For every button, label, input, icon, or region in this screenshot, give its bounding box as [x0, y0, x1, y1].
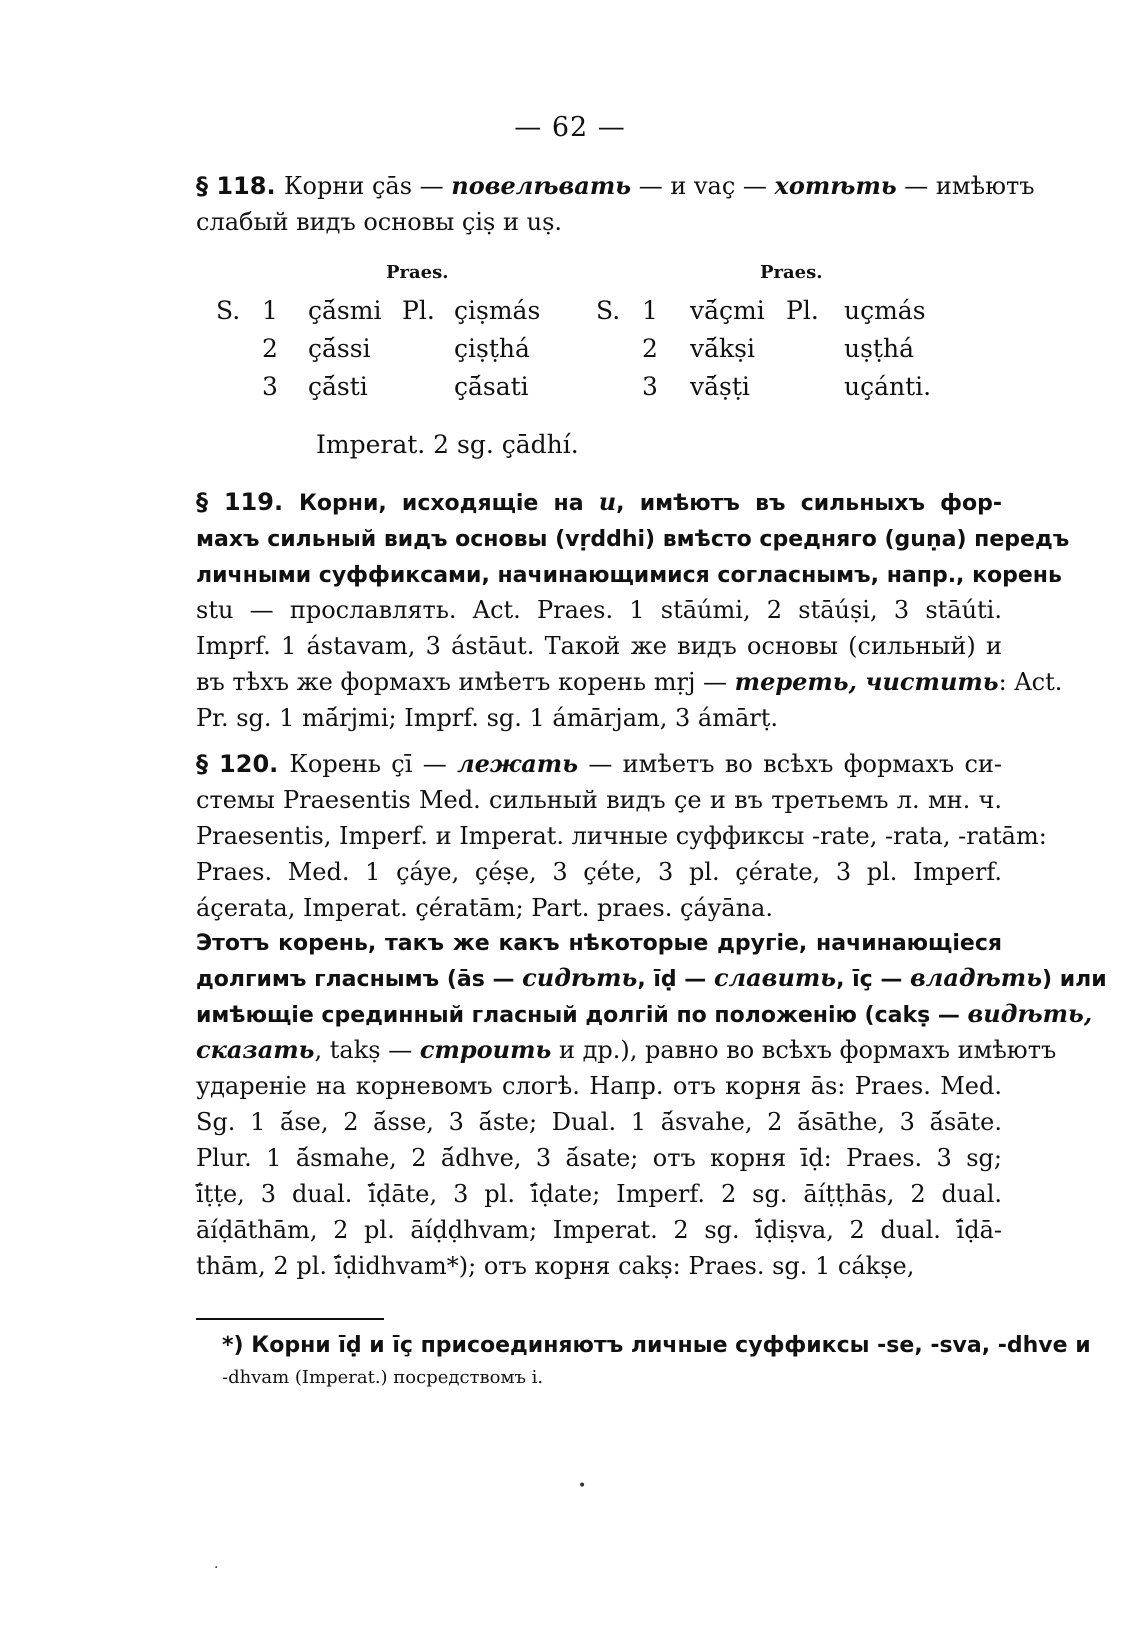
text-line	[196, 1140, 1002, 1176]
section-mark: § 120.	[196, 750, 290, 778]
text-segment: — имѣютъ	[896, 172, 1035, 200]
text-line	[196, 854, 1002, 890]
table-right-num: 2	[642, 334, 658, 363]
text-line	[196, 818, 1047, 854]
text-segment: Praesentis, Imperf. и Imperat. личные суффиксы -rate, -rata, -ratām:	[196, 822, 1047, 850]
italic-gloss: u	[598, 487, 617, 516]
table-left-pl-form: çā́sati	[454, 372, 529, 401]
text-line	[196, 1212, 1002, 1248]
table-right-pl-form: uçánti.	[844, 372, 932, 401]
italic-gloss: сидѣть	[522, 963, 638, 992]
table-left-pl-label: Pl.	[402, 296, 435, 325]
section-mark: § 119.	[196, 488, 299, 516]
text-segment: áçerata, Imperat. çératām; Part. praes. çáyāna.	[196, 894, 773, 922]
text-line	[196, 520, 1070, 556]
text-line	[196, 746, 1002, 782]
table-left-num: 3	[262, 372, 278, 401]
text-line	[196, 556, 1062, 592]
text-line	[196, 204, 1002, 240]
text-line	[196, 924, 1002, 960]
footnote	[222, 1330, 1091, 1394]
italic-gloss: строить	[419, 1035, 552, 1064]
table-right-pl-form: uçmás	[844, 296, 926, 325]
text-segment: , īḍ —	[637, 967, 714, 992]
table-left-heading: Praes.	[386, 262, 449, 283]
table-right-pl-form: uṣṭhá	[844, 334, 914, 363]
section-120	[196, 746, 1047, 926]
text-line	[196, 1068, 1002, 1104]
table-left-sg-label: S.	[216, 296, 241, 325]
table-right-num: 1	[642, 296, 658, 325]
text-segment: слабый видъ основы çiṣ и uṣ.	[196, 208, 563, 236]
text-segment: ) или	[1042, 967, 1107, 992]
text-segment: *) Корни īḍ и īç присоединяютъ личные суффиксы -se, -sva, -dhve и	[222, 1333, 1091, 1358]
table-left-pl-form: çiṣmás	[454, 296, 541, 325]
table-left-sg-form: çā́smi	[308, 296, 382, 325]
text-segment: имѣющіе срединный гласный долгій по положенію (cakṣ —	[196, 1003, 968, 1028]
imperative-line: Imperat. 2 sg. çādhí.	[316, 430, 579, 459]
text-segment: махъ сильный видъ основы (vṛddhi) вмѣсто средняго (guṇa) передъ	[196, 527, 1070, 552]
table-right-sg-form: vā́çmi	[690, 296, 765, 325]
text-segment: , имѣютъ въ сильныхъ фор-	[616, 491, 1002, 516]
print-speck: ·	[214, 1560, 219, 1576]
text-segment: Корни, исходящіе на	[298, 491, 599, 516]
italic-gloss: сказать	[196, 1035, 315, 1064]
italic-gloss: хотѣть	[774, 171, 897, 200]
italic-gloss: тереть, чистить	[734, 667, 999, 696]
page-number: — 62 —	[514, 112, 626, 143]
italic-gloss: лежать	[457, 749, 579, 778]
text-segment: — и vaç —	[631, 172, 775, 200]
text-line	[196, 592, 1002, 628]
table-right-sg-label: S.	[596, 296, 621, 325]
table-right-pl-label: Pl.	[786, 296, 819, 325]
text-line	[196, 996, 1093, 1032]
text-segment: личными суффиксами, начинающимися согласнымъ, напр., корень	[196, 563, 1062, 588]
text-line	[196, 782, 1002, 818]
text-segment: Корень çī —	[289, 750, 458, 778]
section-mark: § 118.	[196, 172, 284, 200]
text-segment: Корни çās —	[283, 172, 452, 200]
table-right-sg-form: vā́kṣi	[690, 334, 756, 363]
text-segment: — имѣетъ во всѣхъ формахъ си-	[578, 750, 1002, 778]
text-line	[196, 1032, 1057, 1068]
text-line	[196, 960, 1107, 996]
table-left-pl-form: çiṣṭhá	[454, 334, 530, 363]
text-segment: удареніе на корневомъ слогѣ. Напр. отъ корня ās: Praes. Med.	[196, 1072, 1002, 1100]
text-line	[196, 700, 1002, 736]
print-speck: •	[578, 1478, 587, 1494]
text-segment: Pr. sg. 1 mā́rjmi; Imprf. sg. 1 ámārjam, 3 ámārṭ.	[196, 704, 779, 732]
footnote-divider	[196, 1318, 384, 1320]
text-line	[196, 1104, 1002, 1140]
text-line	[196, 168, 1035, 204]
text-line	[196, 1248, 1002, 1284]
text-segment: thām, 2 pl. ī́ḍidhvam*); отъ корня cakṣ: Praes. sg. 1 cákṣe,	[196, 1252, 915, 1280]
text-line	[222, 1362, 1012, 1394]
text-segment: , īç —	[836, 967, 911, 992]
text-segment: āíḍāthām, 2 pl. āíḍḍhvam; Imperat. 2 sg. ī́ḍiṣva, 2 dual. ī́ḍā-	[196, 1216, 1002, 1244]
section-119	[196, 484, 1070, 736]
text-segment: стемы Praesentis Med. сильный видъ çe и въ третьемъ л. мн. ч.	[196, 786, 1002, 814]
text-segment: въ тѣхъ же формахъ имѣетъ корень mṛj —	[196, 668, 735, 696]
text-segment: Plur. 1 ā́smahe, 2 ā́dhve, 3 ā́sate; отъ корня īḍ: Praes. 3 sg;	[196, 1144, 1002, 1172]
text-segment: и др.), равно во всѣхъ формахъ имѣютъ	[551, 1036, 1057, 1064]
text-segment: долгимъ гласнымъ (ās —	[196, 967, 523, 992]
table-right-sg-form: vā́ṣṭi	[690, 372, 750, 401]
italic-gloss: владѣть	[910, 963, 1043, 992]
text-segment: Praes. Med. 1 çáye, çéṣe, 3 çéte, 3 pl. çérate, 3 pl. Imperf.	[196, 858, 1002, 886]
text-segment: , takṣ —	[314, 1036, 420, 1064]
text-line	[222, 1330, 1091, 1362]
table-left-num: 1	[262, 296, 278, 325]
text-segment: stu — прославлять. Act. Praes. 1 stāúmi, 2 stāúṣi, 3 stāúti.	[196, 596, 1002, 624]
text-segment: : Act.	[998, 668, 1063, 696]
table-right-heading: Praes.	[760, 262, 823, 283]
table-left-sg-form: çā́ssi	[308, 334, 371, 363]
table-left-sg-form: çā́sti	[308, 372, 368, 401]
text-line	[196, 664, 1063, 700]
text-segment: Imprf. 1 ástavam, 3 ástāut. Такой же видъ основы (сильный) и	[196, 632, 1002, 660]
text-segment: ī́ṭṭe, 3 dual. ī́ḍāte, 3 pl. ī́ḍate; Imperf. 2 sg. āíṭṭhās, 2 dual.	[196, 1180, 1002, 1208]
text-line	[196, 484, 1002, 520]
section-118	[196, 168, 1035, 240]
italic-gloss: видѣть,	[967, 999, 1093, 1028]
table-right-num: 3	[642, 372, 658, 401]
text-segment: Sg. 1 ā́se, 2 ā́sse, 3 ā́ste; Dual. 1 ā́svahe, 2 ā́sāthe, 3 ā́sāte.	[196, 1108, 1002, 1136]
paragraph-long-vowel-roots	[196, 924, 1107, 1284]
italic-gloss: славить	[713, 963, 837, 992]
text-line	[196, 890, 1002, 926]
italic-gloss: повелѣвать	[451, 171, 632, 200]
text-line	[196, 1176, 1002, 1212]
text-line	[196, 628, 1002, 664]
table-left-num: 2	[262, 334, 278, 363]
text-segment: Этотъ корень, такъ же какъ нѣкоторые другіе, начинающіеся	[196, 931, 1002, 956]
text-segment: -dhvam (Imperat.) посредствомъ i.	[222, 1367, 544, 1388]
